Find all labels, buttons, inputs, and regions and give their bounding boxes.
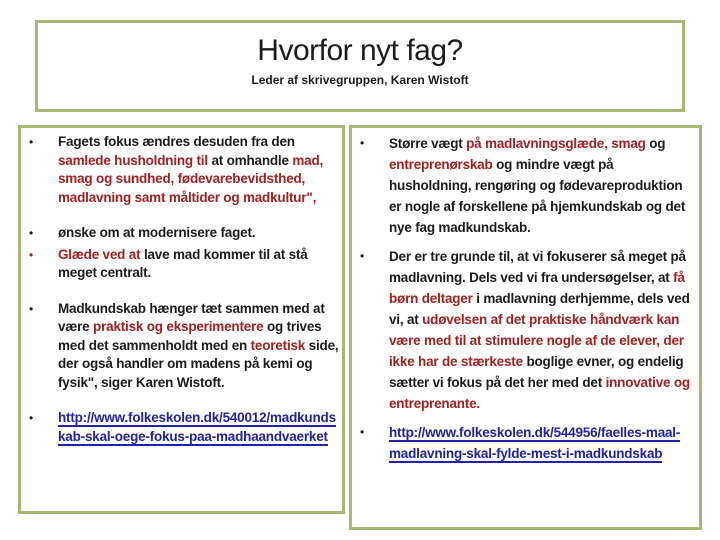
text-run: Glæde ved at (58, 246, 144, 262)
bullet-marker-icon: • (360, 249, 365, 263)
text-run: få børn deltager (389, 270, 685, 306)
hyperlink[interactable]: http://www.folkeskolen.dk/544956/faelles-maal-madlavning-skal-fylde-mest-i-madkundskab (389, 425, 681, 461)
right-text-box (349, 125, 702, 530)
text-run: ønske om at modernisere faget. (58, 225, 256, 240)
bullet-item (352, 246, 699, 414)
bullet-text (58, 224, 342, 243)
text-run: i madlavning derhjemme, dels ved vi, at (389, 291, 690, 327)
bullet-text (58, 133, 342, 207)
text-run: Fagets fokus ændres desuden fra den (58, 134, 295, 149)
text-run: praktisk og eksperimentere (93, 319, 267, 334)
bullet-item (21, 224, 342, 243)
title-box (35, 20, 685, 112)
bullet-text (58, 246, 342, 283)
text-run: boglige evner, og endelig sætter vi fokus på det her med det (389, 354, 684, 390)
text-run: på madlavningsglæde, smag (466, 136, 646, 151)
text-run: Madkundskab hænger tæt sammen med at være (58, 300, 325, 334)
text-run: og (645, 136, 666, 151)
bullet-marker-icon: • (29, 301, 34, 316)
text-run: samlede husholdning til (58, 152, 212, 168)
bullet-marker-icon: • (29, 411, 34, 425)
bullet-marker-icon: • (29, 226, 34, 240)
text-run: og mindre vægt på husholdning, rengøring og fødevareproduktion er nogle af forskellene på hjemkundskab og det nye fag madkundskab. (389, 157, 686, 235)
text-run: og trives med det sammenholdt med en (58, 319, 322, 353)
bullet-item (21, 246, 342, 283)
bullet-text (58, 409, 342, 446)
text-run: teoretisk (250, 337, 309, 353)
text-run: lave mad kommer til at stå meget centralt. (58, 246, 308, 280)
text-run: innovative og entreprenante. (389, 375, 690, 411)
text-run: entreprenørskab (389, 157, 493, 172)
text-run: Der er tre grunde til, at vi fokuserer så meget på madlavning. Dels ved vi fra undersøgelser, at (389, 249, 686, 285)
bullet-item (21, 300, 342, 393)
bullet-item (21, 133, 342, 207)
bullet-marker-icon: • (360, 425, 365, 439)
bullet-marker-icon: • (29, 247, 34, 262)
text-run: mad, smag og sundhed, fødevarebevidsthed, madlavning samt måltider og madkultur", (58, 152, 324, 205)
bullet-text (389, 133, 691, 238)
bullet-marker-icon: • (360, 136, 365, 150)
bullet-item (352, 133, 699, 238)
bullet-text (389, 246, 691, 414)
hyperlink[interactable]: http://www.folkeskolen.dk/540012/madkundskab-skal-oege-fokus-paa-madhaandvaerket (58, 410, 336, 444)
bullet-text (389, 422, 691, 464)
bullet-marker-icon: • (29, 135, 34, 149)
left-text-box (18, 125, 345, 514)
bullet-text (58, 300, 342, 393)
text-run: at omhandle (211, 152, 293, 168)
page-subtitle: Leder af skrivegruppen, Karen Wistoft (251, 73, 469, 87)
page-title: Hvorfor nyt fag? (257, 34, 463, 67)
text-run: udøvelsen af det praktiske håndværk kan være med til at stimulere nogle af de elever, der ikke har de stærkeste (389, 312, 684, 369)
bullet-item (352, 422, 699, 464)
bullet-item (21, 409, 342, 446)
text-run: Større vægt (389, 136, 467, 151)
text-run: side, der også handler om madens på kemi og fysik", siger Karen Wistoft. (58, 337, 339, 390)
